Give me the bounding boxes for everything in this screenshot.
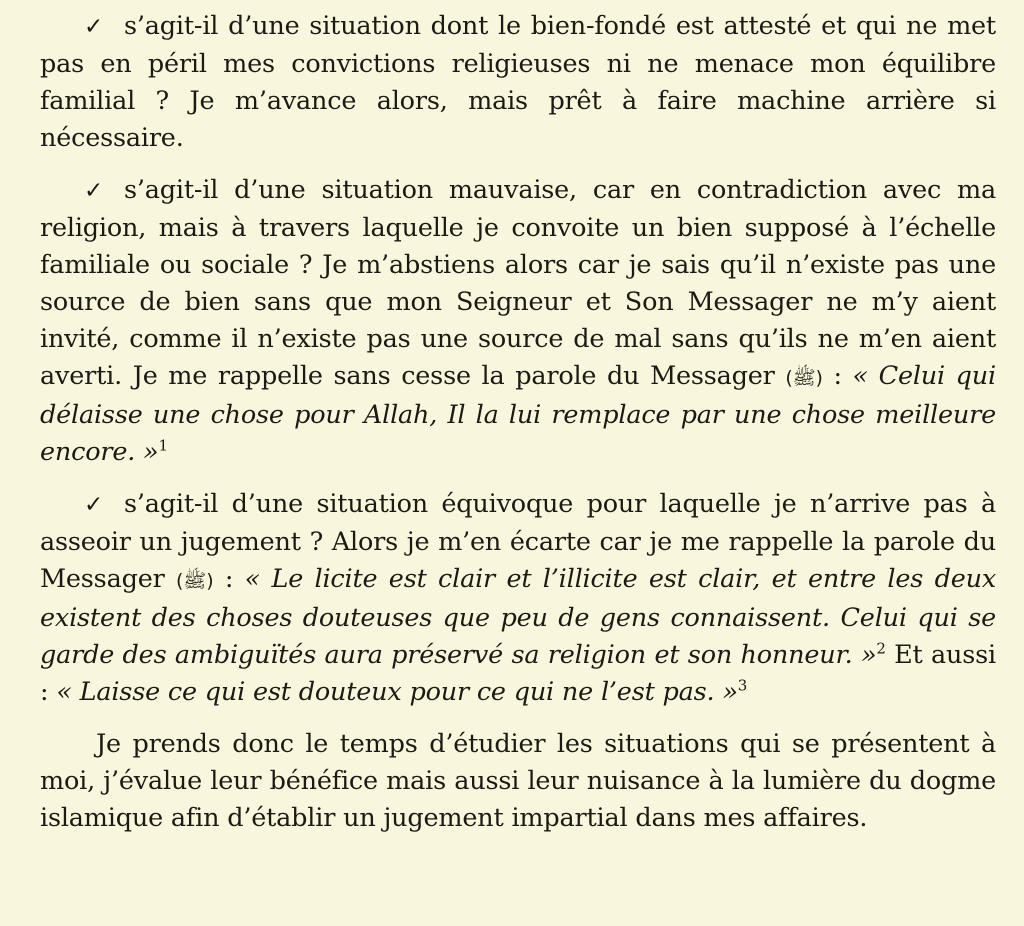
paragraph-2	[40, 172, 996, 471]
footnote-ref-2: 2	[876, 639, 886, 658]
paragraph-3-text: s’agit-il d’une situation équivoque pour laquelle je n’arrive pas à asseoir un jugement ? Alors je m’en écarte car je me rappelle la parole du Messager	[40, 489, 996, 594]
paragraph-3	[40, 486, 996, 711]
hadith-quote: « Celui qui délaisse une chose pour Allah, Il la lui remplace par une chose meilleure encore. »	[40, 361, 996, 467]
paragraph-3-colon: :	[213, 564, 234, 594]
salutation-symbol: (ﷺ)	[176, 570, 214, 592]
paragraph-2-text: s’agit-il d’une situation mauvaise, car en contradiction avec ma religion, mais à travers laquelle je convoite un bien supposé à l’échelle familiale ou sociale ? Je m’abstiens alors car je sais qu’il n’existe pas une source de bien sans que mon Seigneur et Son Messager ne m’y aient invité, comme il n’existe pas une source de mal sans qu’ils ne m’en aient averti. Je me rappelle sans cesse la parole du Messager	[40, 175, 996, 391]
paragraph-3-continuation: Et aussi :	[40, 640, 996, 707]
hadith-quote: « Le licite est clair et l’illicite est clair, et entre les deux existent des choses douteuses que peu de gens connaissent. Celui qui se garde des ambiguïtés aura préservé sa religion et son honneur. »	[40, 564, 996, 670]
paragraph-1	[40, 8, 996, 157]
hadith-quote-2: « Laisse ce qui est douteux pour ce qui ne l’est pas. »	[56, 677, 738, 707]
paragraph-4-text: Je prends donc le temps d’étudier les situations qui se présentent à moi, j’évalue leur bénéfice mais aussi leur nuisance à la lumière du dogme islamique afin d’établir un jugement impartial dans mes affaires.	[40, 729, 996, 833]
paragraph-2-colon: :	[822, 361, 842, 391]
checkmark-icon: ✓	[84, 492, 104, 518]
footnote-ref-1: 1	[158, 436, 168, 455]
salutation-symbol: (ﷺ)	[785, 367, 823, 389]
checkmark-icon: ✓	[84, 178, 104, 204]
paragraph-1-text: s’agit-il d’une situation dont le bien-fondé est attesté et qui ne met pas en péril mes convictions religieuses ni ne menace mon équilibre familial ? Je m’avance alors, mais prêt à faire machine arrière si nécessaire.	[40, 11, 996, 153]
footnote-ref-3: 3	[737, 676, 748, 695]
paragraph-4	[40, 726, 996, 837]
checkmark-icon: ✓	[84, 14, 104, 40]
